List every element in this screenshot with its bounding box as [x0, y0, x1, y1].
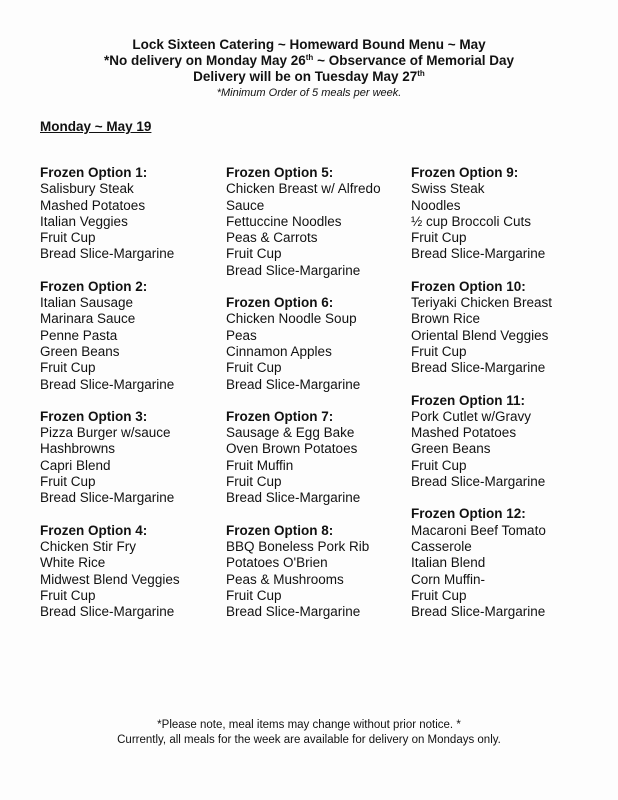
- menu-item: Green Beans: [411, 441, 491, 457]
- menu-item: Fruit Cup: [40, 587, 96, 603]
- option-title: Frozen Option 4:: [40, 522, 148, 538]
- menu-item: Fruit Muffin: [226, 457, 294, 473]
- menu-item: Fruit Cup: [411, 343, 467, 359]
- menu-item: Pizza Burger w/sauce: [40, 425, 171, 441]
- option-title: Frozen Option 5:: [226, 165, 334, 180]
- menu-item: Bread Slice-Margarine: [40, 490, 175, 506]
- option-title: Frozen Option 12:: [411, 506, 526, 522]
- menu-item: Sauce: [226, 197, 265, 213]
- menu-option-2: [40, 279, 220, 393]
- menu-item: Fruit Cup: [40, 360, 96, 376]
- menu-column-3: [411, 165, 601, 636]
- menu-item: Bread Slice-Margarine: [226, 262, 361, 278]
- menu-item: Italian Blend: [411, 555, 486, 571]
- menu-item: Bread Slice-Margarine: [40, 376, 175, 392]
- menu-item: Casserole: [411, 538, 472, 554]
- menu-item: Hashbrowns: [40, 441, 116, 457]
- menu-item: Fruit Cup: [226, 246, 282, 262]
- menu-title: Lock Sixteen Catering ~ Homeward Bound Menu ~ May: [132, 37, 486, 52]
- option-title: Frozen Option 6:: [226, 295, 334, 311]
- menu-option-5: [226, 165, 406, 279]
- menu-option-10: [411, 279, 601, 377]
- menu-item: ½ cup Broccoli Cuts: [411, 213, 532, 229]
- menu-item: Sausage & Egg Bake: [226, 425, 355, 441]
- option-title: Frozen Option 3:: [40, 408, 148, 424]
- menu-option-7: [226, 409, 406, 507]
- menu-item: Green Beans: [40, 343, 120, 359]
- menu-footer: [0, 718, 618, 748]
- menu-item: Bread Slice-Margarine: [411, 474, 546, 490]
- menu-item: Peas: [226, 327, 257, 343]
- menu-option-6: [226, 295, 406, 393]
- no-delivery-notice: *No delivery on Monday May 26th ~ Observance of Memorial Day: [103, 53, 515, 68]
- menu-item: Bread Slice-Margarine: [411, 246, 546, 262]
- option-title: Frozen Option 11:: [411, 392, 526, 408]
- menu-item: Fettuccine Noodles: [226, 213, 342, 229]
- change-notice: *Please note, meal items may change without prior notice. *: [157, 719, 461, 731]
- menu-item: Fruit Cup: [226, 360, 282, 376]
- menu-item: BBQ Boneless Pork Rib: [226, 538, 370, 554]
- menu-item: Teriyaki Chicken Breast: [411, 295, 553, 311]
- menu-item: Bread Slice-Margarine: [226, 604, 361, 620]
- option-title: Frozen Option 8:: [226, 522, 334, 538]
- menu-item: Mashed Potatoes: [40, 197, 146, 213]
- menu-item: Fruit Cup: [40, 474, 96, 490]
- menu-option-12: [411, 506, 601, 620]
- menu-item: Chicken Stir Fry: [40, 538, 137, 554]
- option-title: Frozen Option 9:: [411, 165, 519, 180]
- menu-item: Oriental Blend Veggies: [411, 327, 549, 343]
- menu-item: Fruit Cup: [226, 474, 282, 490]
- menu-item: Bread Slice-Margarine: [226, 490, 361, 506]
- menu-item: Peas & Mushrooms: [226, 571, 344, 587]
- menu-option-8: [226, 523, 406, 621]
- menu-item: Fruit Cup: [411, 587, 467, 603]
- delivery-date-notice: Delivery will be on Tuesday May 27th: [193, 69, 425, 84]
- menu-option-4: [40, 523, 220, 621]
- menu-item: Italian Veggies: [40, 213, 128, 229]
- menu-item: Bread Slice-Margarine: [411, 360, 546, 376]
- menu-item: Fruit Cup: [411, 457, 467, 473]
- menu-item: Bread Slice-Margarine: [411, 604, 546, 620]
- menu-option-9: [411, 165, 601, 263]
- menu-item: Chicken Noodle Soup: [226, 311, 357, 327]
- menu-item: White Rice: [40, 555, 106, 571]
- option-title: Frozen Option 1:: [40, 165, 148, 180]
- option-title: Frozen Option 2:: [40, 278, 148, 294]
- menu-item: Fruit Cup: [226, 587, 282, 603]
- menu-item: Noodles: [411, 197, 461, 213]
- menu-option-3: [40, 409, 220, 507]
- menu-item: Corn Muffin-: [411, 571, 486, 587]
- minimum-order-note: *Minimum Order of 5 meals per week.: [216, 87, 402, 99]
- menu-item: Fruit Cup: [411, 230, 467, 246]
- menu-item: Oven Brown Potatoes: [226, 441, 358, 457]
- menu-item: Potatoes O'Brien: [226, 555, 328, 571]
- menu-item: Bread Slice-Margarine: [226, 376, 361, 392]
- menu-item: Brown Rice: [411, 311, 481, 327]
- menu-item: Chicken Breast w/ Alfredo: [226, 181, 381, 197]
- menu-item: Marinara Sauce: [40, 311, 136, 327]
- menu-header: [0, 37, 618, 100]
- day-heading: Monday ~ May 19: [40, 119, 152, 134]
- menu-item: Macaroni Beef Tomato: [411, 522, 546, 538]
- menu-item: Capri Blend: [40, 457, 111, 473]
- menu-column-1: [40, 165, 220, 636]
- menu-item: Italian Sausage: [40, 295, 134, 311]
- menu-item: Penne Pasta: [40, 327, 118, 343]
- option-title: Frozen Option 10:: [411, 278, 526, 294]
- menu-item: Bread Slice-Margarine: [40, 246, 175, 262]
- menu-item: Midwest Blend Veggies: [40, 571, 180, 587]
- menu-item: Mashed Potatoes: [411, 425, 517, 441]
- menu-item: Salisbury Steak: [40, 181, 134, 197]
- menu-column-2: [226, 165, 406, 636]
- menu-item: Pork Cutlet w/Gravy: [411, 408, 532, 424]
- menu-item: Swiss Steak: [411, 181, 485, 197]
- option-title: Frozen Option 7:: [226, 408, 334, 424]
- delivery-availability-notice: Currently, all meals for the week are available for delivery on Mondays only.: [117, 734, 501, 746]
- menu-item: Cinnamon Apples: [226, 343, 332, 359]
- menu-item: Bread Slice-Margarine: [40, 604, 175, 620]
- menu-item: Fruit Cup: [40, 230, 96, 246]
- menu-item: Peas & Carrots: [226, 230, 318, 246]
- menu-option-11: [411, 393, 601, 491]
- menu-option-1: [40, 165, 220, 263]
